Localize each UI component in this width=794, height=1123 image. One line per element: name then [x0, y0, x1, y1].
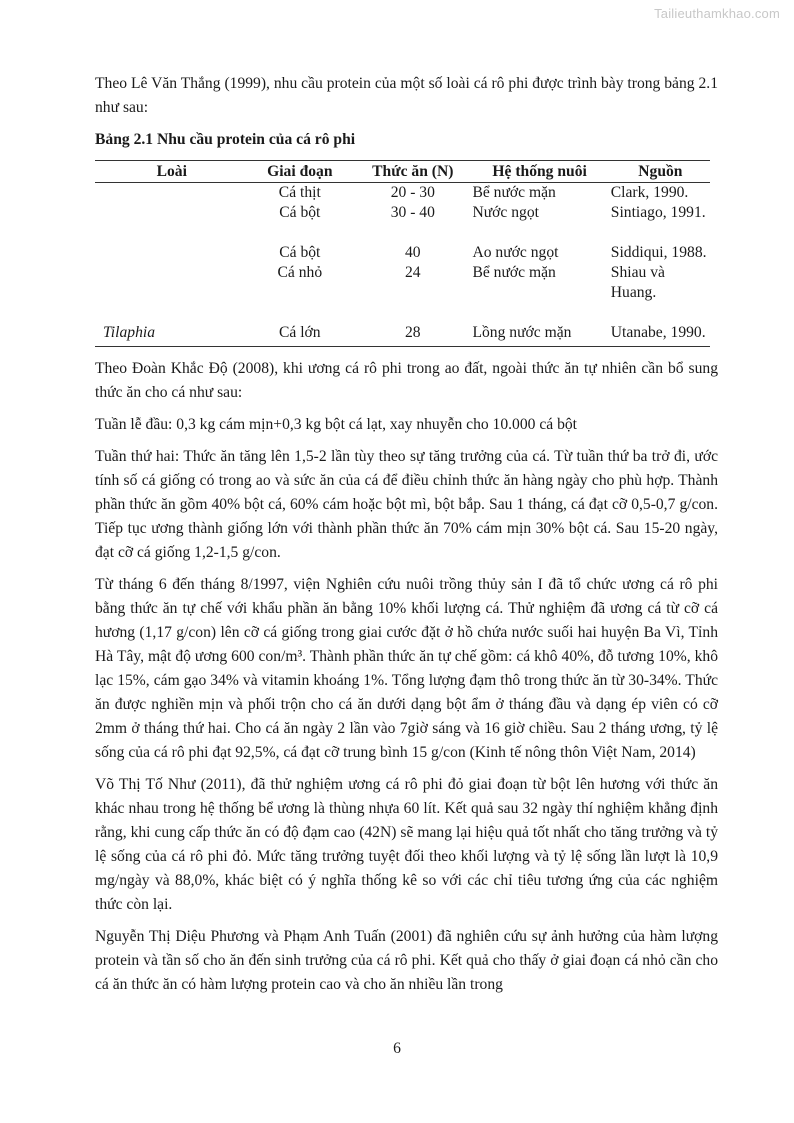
header-nguon: Nguồn — [607, 161, 710, 183]
header-loai: Loài — [95, 161, 240, 183]
cell-loai — [95, 203, 240, 223]
table-spacer — [95, 303, 710, 323]
cell-loai: Tilaphia — [95, 323, 240, 347]
page-number: 6 — [393, 1040, 401, 1057]
cell-loai — [95, 243, 240, 263]
cell-loai — [95, 183, 240, 204]
table-row — [95, 263, 710, 303]
protein-table — [95, 160, 710, 347]
table-row — [95, 323, 710, 347]
cell-giai-doan: Cá lớn — [240, 323, 359, 347]
cell-thuc-an: 20 - 30 — [390, 184, 435, 201]
cell-giai-doan: Cá nhỏ — [277, 264, 323, 281]
cell-nguon: Utanabe, 1990. — [607, 323, 710, 347]
cell-nguon: Sintiago, 1991. — [610, 204, 706, 221]
cell-thuc-an: 40 — [405, 244, 421, 261]
cell-he-thong: Nước ngọt — [472, 204, 539, 221]
table-header-row — [95, 161, 710, 183]
body-paragraph: Tuần thứ hai: Thức ăn tăng lên 1,5-2 lần tùy theo sự tăng trưởng của cá. Từ tuần thứ ba trở đi, ước tính số cá giống có trong ao và sức ăn của cá để điều chỉnh thức ăn hàng ngày cho phù hợp. Thành phần thức ăn gồm 40% bột cá, 60% cám hoặc bột mì, bột bắp. Sau 1 tháng, cá đạt cỡ 0,5-0,7 g/con. Tiếp tục ương thành giống lớn với thành phần thức ăn 70% cám mịn 30% bột cá. Sau 15-20 ngày, đạt cỡ cá giống 1,2-1,5 g/con. — [95, 448, 718, 561]
intro-paragraph: Theo Lê Văn Thắng (1999), nhu cầu protein của một số loài cá rô phi được trình bày trong bảng 2.1 như sau: — [95, 75, 718, 116]
cell-thuc-an: 30 - 40 — [390, 204, 435, 221]
cell-he-thong: Ao nước ngọt — [472, 244, 559, 261]
table-row — [95, 183, 710, 204]
cell-nguon: Siddiqui, 1988. — [610, 244, 707, 261]
cell-giai-doan: Cá bột — [279, 244, 321, 261]
body-paragraph: Tuần lễ đầu: 0,3 kg cám mịn+0,3 kg bột cá lạt, xay nhuyễn cho 10.000 cá bột — [95, 416, 578, 433]
cell-nguon: Clark, 1990. — [610, 184, 689, 201]
cell-thuc-an: 28 — [359, 323, 466, 347]
cell-he-thong: Lồng nước mặn — [466, 323, 606, 347]
body-paragraph: Nguyễn Thị Diệu Phương và Phạm Anh Tuấn (2001) đã nghiên cứu sự ảnh hưởng của hàm lượng protein và tần số cho ăn đến sinh trưởng của cá rô phi. Kết quả cho thấy ở giai đoạn cá nhỏ cần cho cá ăn thức ăn có hàm lượng protein cao và cho ăn nhiều lần trong — [95, 928, 718, 993]
cell-he-thong: Bể nước mặn — [472, 184, 556, 201]
cell-giai-doan: Cá bột — [279, 204, 321, 221]
table-row — [95, 203, 710, 223]
cell-loai — [95, 263, 240, 303]
header-thuc-an: Thức ăn (N) — [359, 161, 466, 183]
document-body — [95, 72, 718, 1005]
cell-giai-doan: Cá thịt — [278, 184, 321, 201]
table-row — [95, 243, 710, 263]
header-giai-doan: Giai đoạn — [240, 161, 359, 183]
watermark: Tailieuthamkhao.com — [654, 6, 780, 21]
body-paragraph: Theo Đoàn Khắc Độ (2008), khi ương cá rô phi trong ao đất, ngoài thức ăn tự nhiên cần bổ sung thức ăn cho cá như sau: — [95, 360, 718, 401]
cell-thuc-an: 24 — [405, 264, 421, 281]
cell-he-thong: Bể nước mặn — [472, 264, 556, 281]
body-paragraph: Từ tháng 6 đến tháng 8/1997, viện Nghiên cứu nuôi trồng thủy sản I đã tổ chức ương cá rô phi bằng thức ăn tự chế với khẩu phần ăn bằng 10% khối lượng cá. Thử nghiệm đã ương cá từ cỡ cá hương (1,17 g/con) lên cỡ cá giống trong giai cước đặt ở hồ chứa nước suối hai huyện Ba Vì, Tỉnh Hà Tây, mật độ ương 600 con/m³. Thành phần thức ăn tự chế gồm: cá khô 40%, đỗ tương 10%, khô lạc 15%, cám gạo 34% và vitamin khoáng 1%. Tổng lượng đạm thô trong thức ăn từ 30-34%. Thức ăn được nghiền mịn và phối trộn cho cá ăn dưới dạng bột ẩm ở tháng đầu và dạng ép viên có cỡ 2mm ở tháng thứ hai. Cho cá ăn ngày 2 lần vào 7giờ sáng và 16 giờ chiều. Sau 2 tháng ương, tỷ lệ sống của cá rô phi đạt 92,5%, cá đạt cỡ trung bình 15 g/con (Kinh tế nông thôn Việt Nam, 2014) — [95, 576, 718, 761]
header-he-thong: Hệ thống nuôi — [466, 161, 606, 183]
body-paragraph: Võ Thị Tố Như (2011), đã thử nghiệm ương cá rô phi đỏ giai đoạn từ bột lên hương với thức ăn khác nhau trong hệ thống bể ương là thùng nhựa 60 lít. Kết quả sau 32 ngày thí nghiệm khẳng định rằng, khi cung cấp thức ăn có độ đạm cao (42N) sẽ mang lại hiệu quả tốt nhất cho tăng trưởng và tỷ lệ sống của cá rô phi đỏ. Mức tăng trưởng tuyệt đối theo khối lượng và tỷ lệ sống lần lượt là 10,9 mg/ngày và 88,0%, khác biệt có ý nghĩa thống kê so với các chỉ tiêu tương ứng của các nghiệm thức còn lại. — [95, 776, 718, 913]
table-caption: Bảng 2.1 Nhu cầu protein của cá rô phi — [95, 131, 356, 148]
cell-nguon: Shiau và Huang. — [610, 264, 665, 301]
table-spacer — [95, 223, 710, 243]
